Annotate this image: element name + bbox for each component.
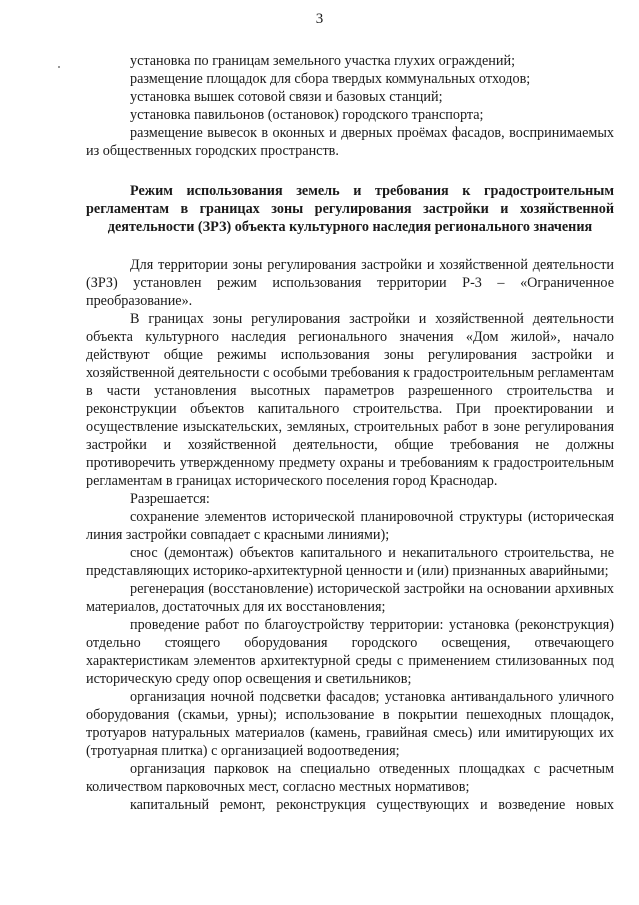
paragraph: Разрешается: (130, 491, 210, 507)
page-number: 3 (315, 11, 324, 27)
list-item: снос (демонтаж) объектов капитального и некапитального строительства, не представляющих историко-архитектурной ценности и (или) признанных аварийными; (86, 545, 614, 579)
list-item: организация ночной подсветки фасадов; установка антивандального уличного оборудования (скамьи, урны); использование в покрытии пешеходных площадок, тротуаров натуральных материалов (камень, гравийная смесь) или имитирующих их (тротуарная плитка) с организацией водоотведения; (86, 689, 614, 759)
list-item: регенерация (восстановление) исторической застройки на основании архивных материалов, достаточных для их восстановления; (86, 581, 614, 615)
list-item: установка павильонов (остановок) городского транспорта; (130, 107, 484, 123)
list-item: сохранение элементов исторической планировочной структуры (историческая линия застройки совпадает с красными линиями); (86, 509, 614, 543)
list-item: установка по границам земельного участка глухих ограждений; (130, 53, 516, 69)
paragraph: В границах зоны регулирования застройки и хозяйственной деятельности объекта культурного наследия регионального значения «Дом жилой», начало действуют общие режимы использования зоны регулирования застройки и хозяйственной деятельности с особыми требования к градостроительным регламентам в части установления высотных параметров разрешенного строительства и реконструкции объектов капитального строительства. При проектировании и осуществление изыскательских, земляных, строительных работ в зоне регулирования застройки и хозяйственной деятельности, общие требования не должны противоречить утвержденному предмету охраны и требованиям к градостроительным регламентам в границах исторического поселения город Краснодар. (86, 311, 614, 489)
list-item: размещение площадок для сбора твердых коммунальных отходов; (130, 71, 531, 87)
list-item: капитальный ремонт, реконструкция существующих и возведение новых (130, 797, 614, 813)
section-heading: Режим использования земель и требования к градостроительным регламентам в границах зоны регулирования застройки и хозяйственной деятельности (ЗРЗ) объекта культурного наследия регионального значения (86, 183, 614, 235)
list-item: проведение работ по благоустройству территории: установка (реконструкция) отдельно стоящего оборудования городского освещения, отвечающего характеристикам элементов архитектурной среды с применением стилизованных под историческую среду опор освещения и светильников; (86, 617, 614, 687)
list-item: организация парковок на специально отведенных площадках с расчетным количеством парковочных мест, согласно местных нормативов; (86, 761, 614, 795)
list-item: установка вышек сотовой связи и базовых станций; (130, 89, 443, 105)
scan-speck (58, 66, 60, 68)
list-item: размещение вывесок в оконных и дверных проёмах фасадов, воспринимаемых из общественных городских пространств. (86, 125, 614, 159)
paragraph: Для территории зоны регулирования застройки и хозяйственной деятельности (ЗРЗ) установлен режим использования территории Р-3 – «Ограниченное преобразование». (86, 257, 614, 309)
page-body (86, 52, 614, 814)
